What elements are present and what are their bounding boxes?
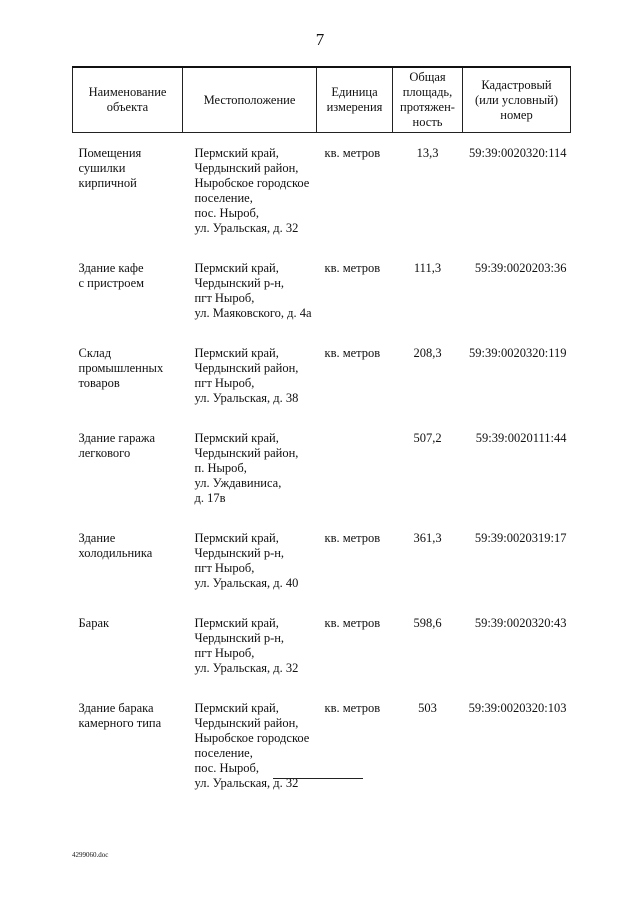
text-line: Здание bbox=[78, 531, 116, 545]
text-line: промышленных bbox=[78, 361, 164, 375]
document-id: 4299060.doc bbox=[72, 851, 109, 859]
cell-location bbox=[183, 518, 317, 603]
cell-unit: кв. метров bbox=[324, 531, 381, 545]
cell-area: 208,3 bbox=[413, 346, 442, 360]
cell-cadastral: 59:39:0020320:103 bbox=[468, 701, 567, 715]
cell-unit: кв. метров bbox=[324, 701, 381, 715]
cell-name bbox=[73, 133, 183, 249]
text-line: пгт Ныроб, bbox=[194, 646, 255, 660]
table-row bbox=[73, 248, 571, 333]
cell-name bbox=[73, 248, 183, 333]
cell-cadastral: 59:39:0020111:44 bbox=[475, 431, 567, 445]
text-line: ул. Уральская, д. 32 bbox=[194, 221, 299, 235]
cell-area: 361,3 bbox=[413, 531, 442, 545]
text-line: Склад bbox=[78, 346, 112, 360]
cell-location bbox=[183, 603, 317, 688]
text-line: Ныробское городское bbox=[194, 731, 310, 745]
cell-unit: кв. метров bbox=[324, 146, 381, 160]
text-line: легкового bbox=[78, 446, 131, 460]
table-row bbox=[73, 688, 571, 803]
text-line: ул. Уральская, д. 38 bbox=[194, 391, 299, 405]
text-line: товаров bbox=[78, 376, 120, 390]
cell-cadastral: 59:39:0020319:17 bbox=[474, 531, 567, 545]
text-line: Местоположение bbox=[203, 92, 296, 107]
text-line: сушилки bbox=[78, 161, 126, 175]
text-line: Здание гаража bbox=[78, 431, 156, 445]
text-line: Пермский край, bbox=[194, 146, 279, 160]
text-line: Общая bbox=[409, 70, 446, 84]
table-row bbox=[73, 333, 571, 418]
closing-rule bbox=[273, 778, 363, 779]
cell-location bbox=[183, 133, 317, 249]
cell-area: 507,2 bbox=[413, 431, 442, 445]
text-line: Здание кафе bbox=[78, 261, 144, 275]
text-line: ность bbox=[412, 115, 443, 129]
cell-area: 13,3 bbox=[416, 146, 439, 160]
cell-name bbox=[73, 418, 183, 518]
text-line: Чердынский район, bbox=[194, 716, 299, 730]
cell-cadastral: 59:39:0020203:36 bbox=[474, 261, 567, 275]
text-line: кирпичной bbox=[78, 176, 137, 190]
text-line: Пермский край, bbox=[194, 431, 279, 445]
text-line: пос. Ныроб, bbox=[194, 761, 259, 775]
text-line: пгт Ныроб, bbox=[194, 291, 255, 305]
text-line: с пристроем bbox=[78, 276, 145, 290]
text-line: пгт Ныроб, bbox=[194, 561, 255, 575]
text-line: Барак bbox=[78, 616, 110, 630]
cell-name bbox=[73, 688, 183, 803]
cell-cadastral: 59:39:0020320:119 bbox=[469, 346, 567, 360]
text-line: объекта bbox=[106, 100, 149, 114]
header-name bbox=[73, 67, 183, 133]
text-line: номер bbox=[500, 107, 533, 122]
text-line: протяжен- bbox=[400, 100, 455, 114]
cell-name bbox=[73, 518, 183, 603]
text-line: Кадастровый bbox=[481, 77, 552, 92]
text-line: поселение, bbox=[194, 191, 253, 205]
text-line: Единица bbox=[331, 85, 378, 99]
cell-name bbox=[73, 333, 183, 418]
text-line: Наименование bbox=[88, 85, 167, 99]
text-line: Здание барака bbox=[78, 701, 154, 715]
text-line: Пермский край, bbox=[194, 616, 279, 630]
cell-location bbox=[183, 248, 317, 333]
table-body bbox=[73, 133, 571, 804]
text-line: пгт Ныроб, bbox=[194, 376, 255, 390]
text-line: Пермский край, bbox=[194, 701, 279, 715]
table-row bbox=[73, 133, 571, 249]
cell-location bbox=[183, 418, 317, 518]
cell-area: 598,6 bbox=[413, 616, 442, 630]
text-line: Чердынский р-н, bbox=[194, 546, 285, 560]
cell-unit bbox=[317, 418, 393, 518]
header-location bbox=[183, 67, 317, 133]
cell-unit: кв. метров bbox=[324, 261, 381, 275]
property-table-container bbox=[72, 66, 570, 803]
cell-location bbox=[183, 333, 317, 418]
text-line: ул. Маяковского, д. 4а bbox=[194, 306, 312, 320]
table-row bbox=[73, 518, 571, 603]
cell-area: 503 bbox=[418, 701, 437, 715]
text-line: измерения bbox=[326, 100, 383, 114]
cell-cadastral: 59:39:0020320:43 bbox=[474, 616, 567, 630]
text-line: холодильника bbox=[78, 546, 153, 560]
text-line: Пермский край, bbox=[194, 261, 279, 275]
text-line: Пермский край, bbox=[194, 531, 279, 545]
text-line: пос. Ныроб, bbox=[194, 206, 259, 220]
cell-area: 111,3 bbox=[413, 261, 442, 275]
text-line: камерного типа bbox=[78, 716, 162, 730]
table-row bbox=[73, 418, 571, 518]
text-line: площадь, bbox=[402, 85, 453, 99]
table-header-row bbox=[73, 67, 571, 133]
text-line: ул. Уждавиниса, bbox=[194, 476, 282, 490]
text-line: Чердынский район, bbox=[194, 361, 299, 375]
cell-unit: кв. метров bbox=[324, 616, 381, 630]
cell-location bbox=[183, 688, 317, 803]
text-line: (или условный) bbox=[474, 92, 559, 107]
text-line: Чердынский район, bbox=[194, 446, 299, 460]
header-cadastral bbox=[463, 67, 571, 133]
property-table bbox=[72, 66, 571, 803]
text-line: ул. Уральская, д. 40 bbox=[194, 576, 299, 590]
text-line: ул. Уральская, д. 32 bbox=[194, 661, 299, 675]
text-line: Ныробское городское bbox=[194, 176, 310, 190]
text-line: Чердынский р-н, bbox=[194, 631, 285, 645]
text-line: поселение, bbox=[194, 746, 253, 760]
header-area bbox=[393, 67, 463, 133]
page-number: 7 bbox=[315, 30, 325, 49]
table-row bbox=[73, 603, 571, 688]
text-line: д. 17в bbox=[194, 491, 226, 505]
text-line: п. Ныроб, bbox=[194, 461, 247, 475]
text-line: Чердынский р-н, bbox=[194, 276, 285, 290]
text-line: ул. Уральская, д. 32 bbox=[194, 776, 299, 790]
cell-name bbox=[73, 603, 183, 688]
cell-unit: кв. метров bbox=[324, 346, 381, 360]
text-line: Помещения bbox=[78, 146, 142, 160]
text-line: Чердынский район, bbox=[194, 161, 299, 175]
header-unit bbox=[317, 67, 393, 133]
text-line: Пермский край, bbox=[194, 346, 279, 360]
cell-cadastral: 59:39:0020320:114 bbox=[469, 146, 567, 160]
